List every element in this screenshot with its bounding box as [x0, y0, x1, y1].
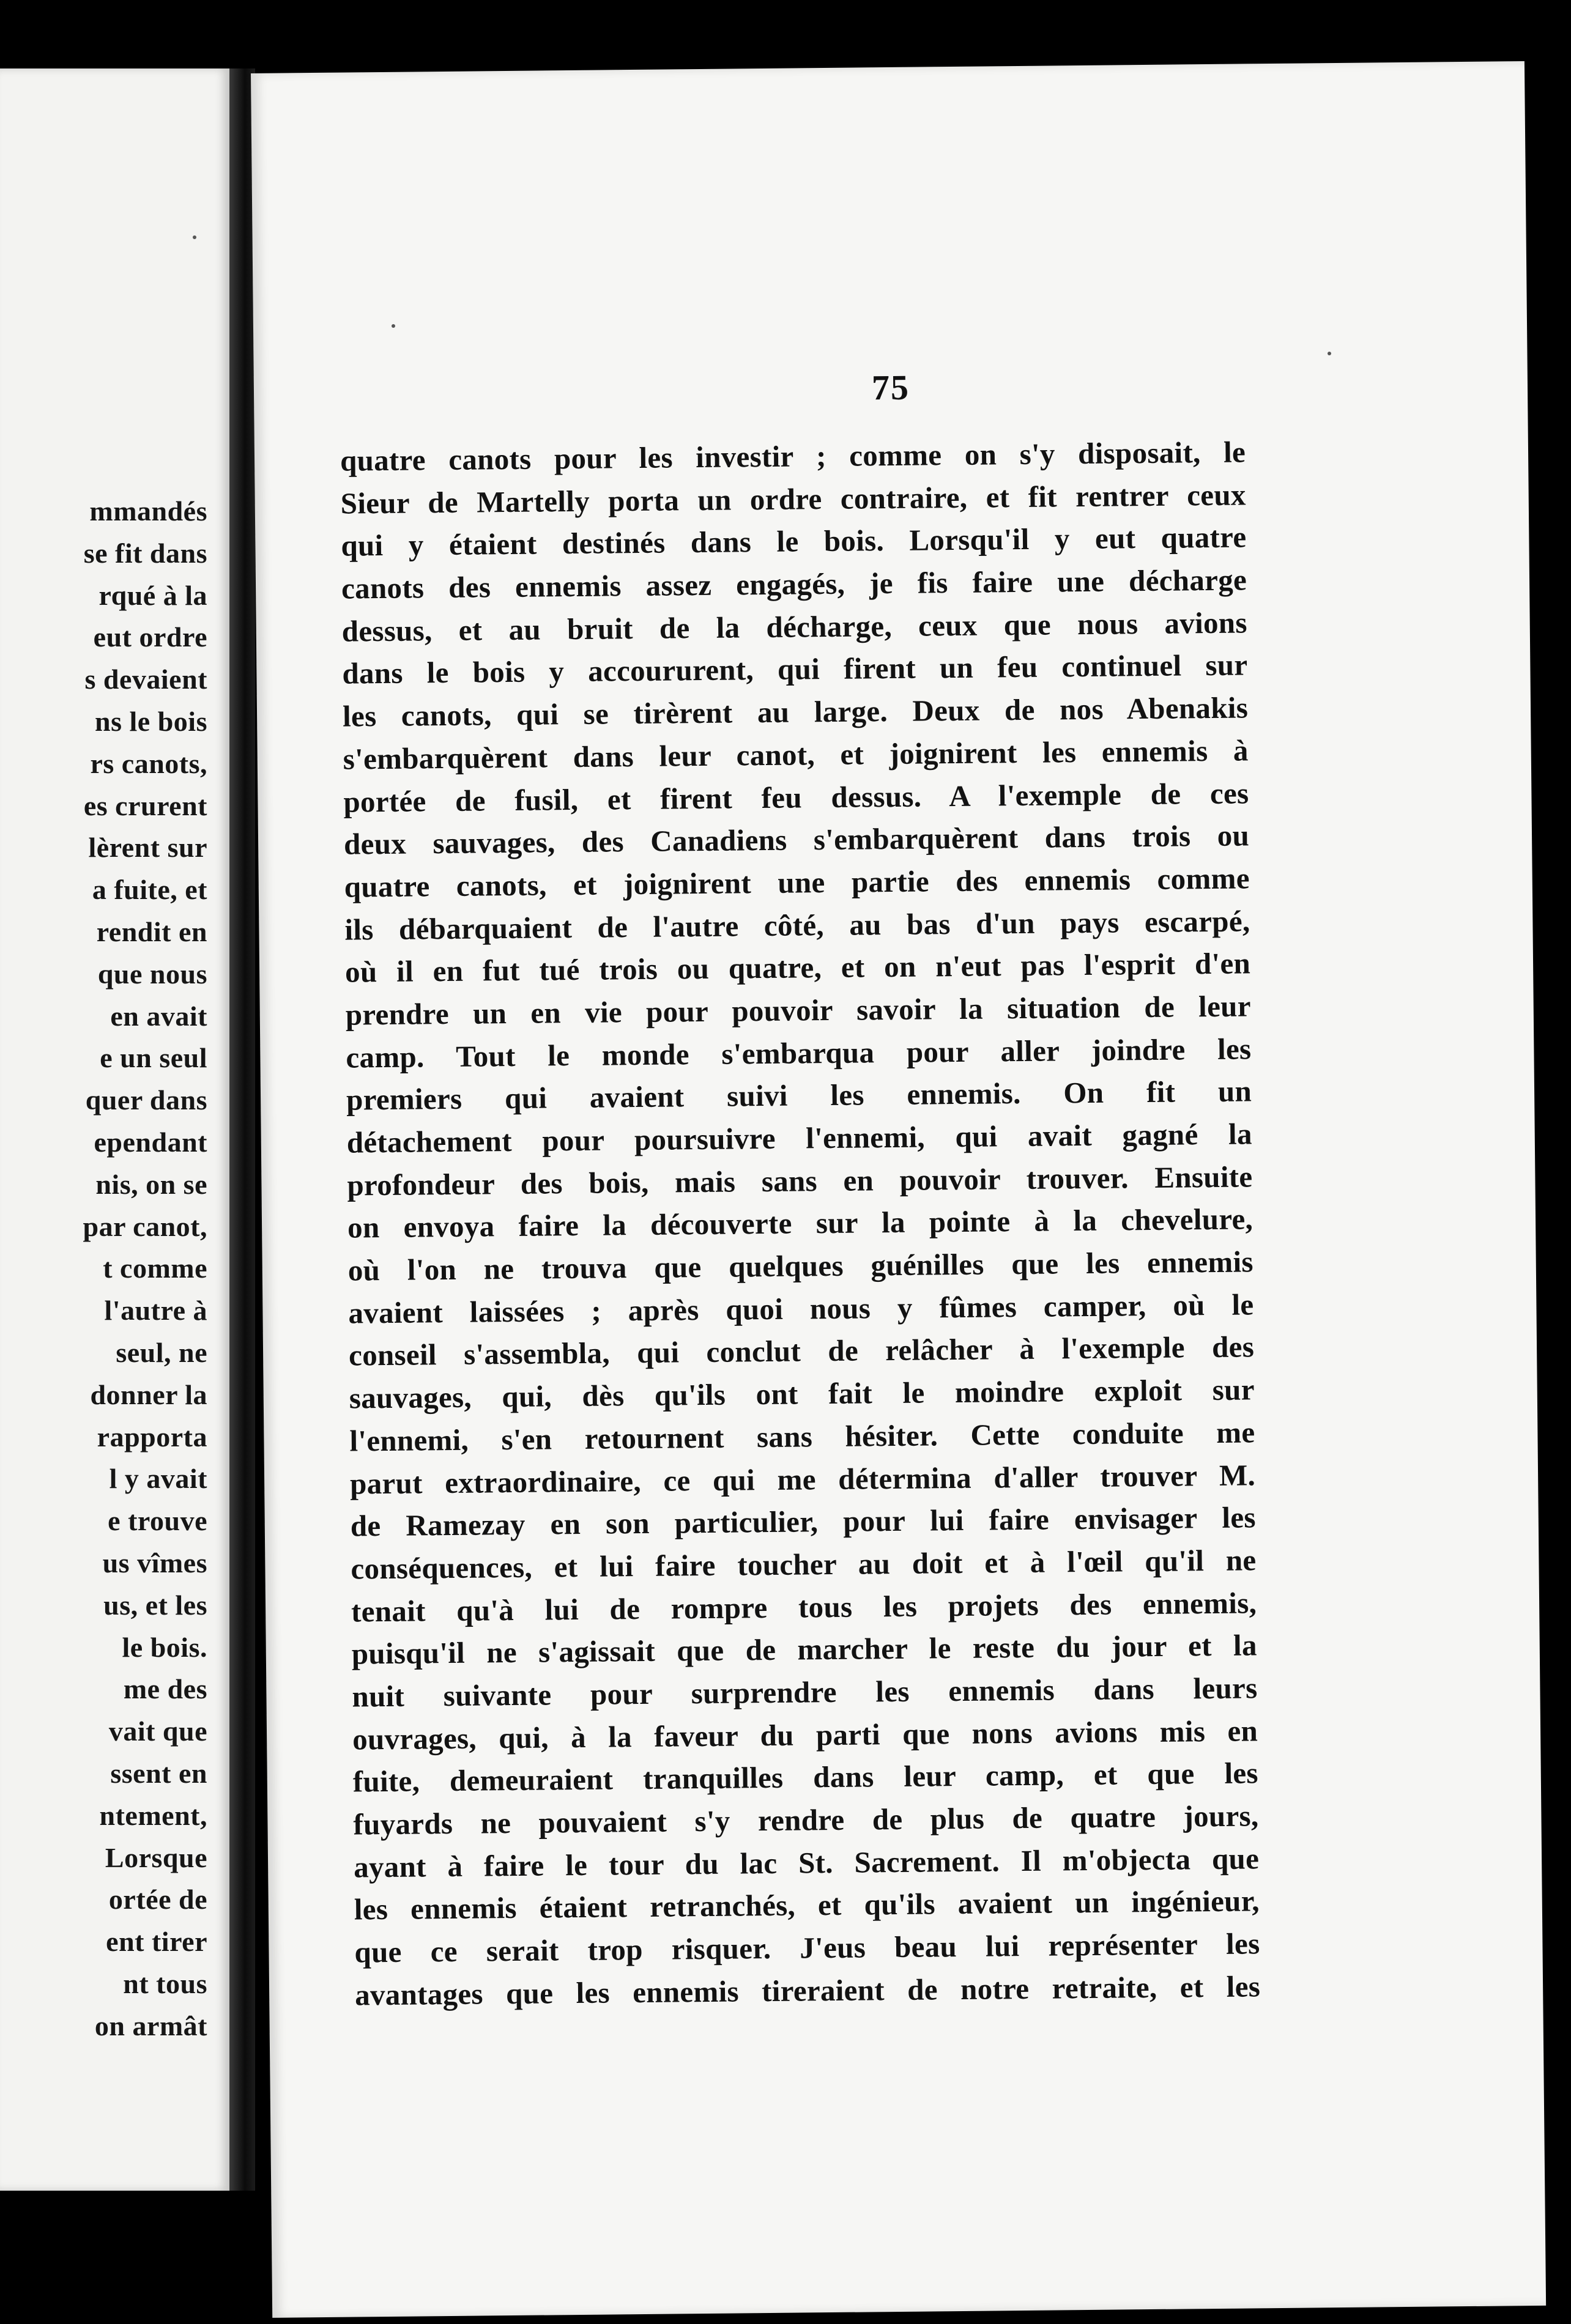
text-line: que nous — [97, 958, 207, 990]
text-line: Lorsque — [105, 1841, 207, 1873]
text-line: camp. Tout le monde s'embarqua pour aller joindre les — [346, 1032, 1252, 1075]
previous-page-fragment — [0, 68, 229, 2191]
text-line: canots des ennemis assez engagés, je fis faire une décharge — [341, 563, 1247, 605]
text-line: avantages que les ennemis tireraient de notre retraite, et les — [354, 1969, 1261, 2012]
text-line: quatre canots, et joignirent une partie des ennemis comme — [344, 861, 1250, 904]
text-line: détachement pour poursuivre l'ennemi, qui avait gagné la — [346, 1117, 1252, 1160]
text-line: premiers qui avaient suivi les ennemis. On fit un — [346, 1074, 1252, 1117]
text-line: l'autre à — [104, 1295, 207, 1327]
text-line: que ce serait trop risquer. J'eus beau lui représenter les — [354, 1926, 1260, 1969]
text-line: ouvrages, qui, à la faveur du parti que nons avions mis en — [352, 1713, 1258, 1756]
text-line: fuite, demeuraient tranquilles dans leur camp, et que les — [352, 1756, 1259, 1799]
text-line: rapporta — [97, 1421, 207, 1452]
text-line: on envoya faire la découverte sur la pointe à la chevelure, — [347, 1202, 1253, 1245]
text-line: prendre un en vie pour pouvoir savoir la situation de leur — [345, 989, 1251, 1032]
text-line: s devaient — [84, 664, 207, 695]
text-line: en avait — [110, 1000, 207, 1032]
text-line: eut ordre — [93, 621, 207, 653]
page-number: 75 — [871, 367, 910, 408]
text-line: seul, ne — [116, 1336, 207, 1368]
text-line: ent tirer — [106, 1926, 207, 1958]
text-line: où il en fut tué trois ou quatre, et on n'eut pas l'esprit d'en — [344, 946, 1251, 989]
text-line: us vîmes — [102, 1547, 207, 1578]
text-line: quatre canots pour les investir ; comme on s'y disposait, le — [340, 435, 1246, 478]
text-line: tenait qu'à lui de rompre tous les projets des ennemis, — [351, 1585, 1257, 1629]
text-line: par canot, — [83, 1210, 207, 1242]
text-line: donner la — [90, 1378, 207, 1410]
text-line: deux sauvages, des Canadiens s'embarquèrent dans trois ou — [343, 818, 1250, 861]
text-line: avaient laissées ; après quoi nous y fûmes camper, où le — [348, 1287, 1254, 1330]
text-line: le bois. — [122, 1631, 207, 1663]
text-line: rqué à la — [98, 579, 207, 611]
text-line: t comme — [103, 1253, 207, 1284]
current-page — [251, 61, 1546, 2318]
page-body-text — [340, 431, 1261, 2016]
text-line: les ennemis étaient retranchés, et qu'ils avaient un ingénieur, — [354, 1884, 1260, 1926]
text-line: de Ramezay en son particulier, pour lui faire envisager les — [350, 1500, 1257, 1543]
text-line: me des — [123, 1673, 207, 1705]
text-line: lèrent sur — [88, 832, 207, 864]
text-line: ns le bois — [95, 705, 207, 737]
ink-speck — [1328, 352, 1331, 355]
text-line: profondeur des bois, mais sans en pouvoir trouver. Ensuite — [347, 1160, 1253, 1202]
text-line: ependant — [94, 1126, 207, 1158]
text-line: nis, on se — [95, 1168, 207, 1200]
text-line: a fuite, et — [92, 874, 207, 906]
text-line: rendit en — [96, 916, 207, 947]
text-line: es crurent — [83, 790, 207, 821]
text-line: où l'on ne trouva que quelques guénilles que les ennemis — [347, 1245, 1253, 1287]
text-line: quer dans — [85, 1084, 207, 1116]
text-line: mmandés — [89, 495, 207, 527]
text-line: les canots, qui se tirèrent au large. Deux de nos Abenakis — [342, 690, 1249, 733]
text-line: l'ennemi, s'en retournent sans hésiter. Cette conduite me — [349, 1415, 1255, 1458]
text-line: us, et les — [103, 1589, 207, 1621]
text-line: dessus, et au bruit de la décharge, ceux que nous avions — [341, 605, 1247, 648]
text-line: puisqu'il ne s'agissait que de marcher le reste du jour et la — [351, 1628, 1258, 1671]
text-line: nuit suivante pour surprendre les ennemis dans leurs — [352, 1671, 1258, 1714]
text-line: fuyards ne pouvaient s'y rendre de plus de quatre jours, — [353, 1799, 1259, 1841]
text-line: conseil s'assembla, qui conclut de relâcher à l'exemple des — [348, 1330, 1255, 1372]
text-line: ssent en — [110, 1757, 207, 1789]
text-line: se fit dans — [83, 537, 207, 569]
text-line: l y avait — [109, 1463, 207, 1495]
book-gutter — [229, 68, 255, 2191]
text-line: s'embarquèrent dans leur canot, et joignirent les ennemis à — [343, 733, 1249, 776]
text-line: nt tous — [123, 1967, 207, 1999]
text-line: ils débarquaient de l'autre côté, au bas d'un pays escarpé, — [344, 903, 1250, 947]
ink-speck — [193, 235, 196, 239]
text-line: on armât — [94, 2010, 207, 2041]
text-line: sauvages, qui, dès qu'ils ont fait le moindre exploit sur — [349, 1372, 1255, 1415]
text-line: ortée de — [108, 1884, 207, 1915]
text-line: ayant à faire le tour du lac St. Sacrement. Il m'objecta que — [353, 1841, 1260, 1884]
text-line: vait que — [108, 1715, 207, 1747]
text-line: e trouve — [108, 1505, 207, 1537]
text-line: rs canots, — [90, 747, 207, 779]
text-line: qui y étaient destinés dans le bois. Lorsqu'il y eut quatre — [341, 520, 1247, 563]
text-line: Sieur de Martelly porta un ordre contraire, et fit rentrer ceux — [340, 478, 1246, 520]
text-line: portée de fusil, et firent feu dessus. A l'exemple de ces — [343, 775, 1249, 819]
text-line: dans le bois y accoururent, qui firent un feu continuel sur — [342, 648, 1248, 691]
text-line: e un seul — [100, 1042, 207, 1074]
text-line: conséquences, et lui faire toucher au doit et à l'œil qu'il ne — [351, 1543, 1257, 1586]
text-line: ntement, — [99, 1799, 207, 1831]
previous-page-text — [83, 490, 208, 2047]
ink-speck — [392, 324, 395, 328]
text-line: parut extraordinaire, ce qui me détermina d'aller trouver M. — [349, 1457, 1256, 1501]
